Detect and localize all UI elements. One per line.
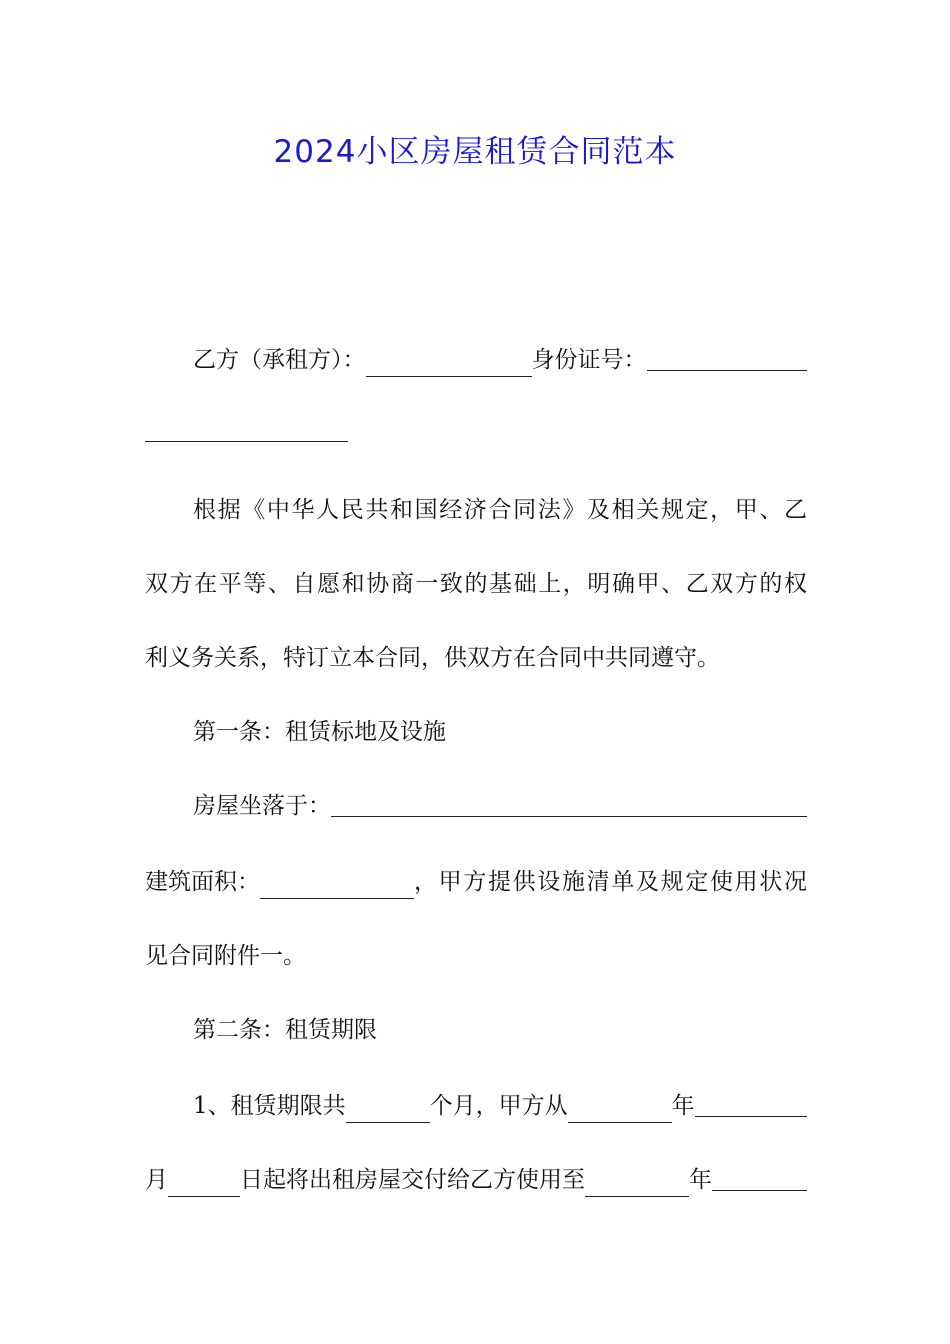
para1-line-1: 根据《中华人民共和国经济合同法》及相关规定，甲、乙 bbox=[193, 497, 807, 523]
area-line bbox=[145, 865, 807, 899]
id-blank[interactable] bbox=[647, 346, 808, 371]
area-suffix: ，甲方提供设施清单及规定使用状况 bbox=[414, 869, 807, 895]
location-line bbox=[145, 789, 807, 823]
start-day-blank[interactable] bbox=[168, 1172, 240, 1197]
term-prefix: 1、租赁期限共 bbox=[193, 1093, 346, 1119]
area-blank[interactable] bbox=[260, 874, 414, 899]
article2-title: 第二条：租赁期限 bbox=[193, 1017, 377, 1043]
end-month-blank[interactable] bbox=[712, 1166, 807, 1191]
article1-title: 第一条：租赁标地及设施 bbox=[193, 719, 446, 745]
term-months-label: 个月，甲方从 bbox=[429, 1093, 568, 1119]
id-label: 身份证号： bbox=[531, 347, 647, 373]
start-year-label: 年 bbox=[671, 1093, 695, 1119]
id-blank-continued[interactable] bbox=[145, 441, 348, 442]
party-b-line bbox=[145, 343, 807, 377]
start-year-blank[interactable] bbox=[568, 1098, 672, 1123]
term-day-text: 日起将出租房屋交付给乙方使用至 bbox=[240, 1167, 585, 1193]
party-b-label: 乙方（承租方）： bbox=[193, 347, 366, 373]
term-line-1 bbox=[145, 1089, 807, 1123]
para1-line-2: 双方在平等、自愿和协商一致的基础上，明确甲、乙双方的权 bbox=[145, 571, 807, 597]
page-title: 2024小区房屋租赁合同范本 bbox=[273, 134, 677, 170]
start-month-label: 月 bbox=[145, 1167, 168, 1193]
location-label: 房屋坐落于： bbox=[193, 793, 331, 819]
area-line-2: 见合同附件一。 bbox=[145, 943, 306, 969]
end-year-label: 年 bbox=[689, 1167, 712, 1193]
para1-line-3: 利义务关系，特订立本合同，供双方在合同中共同遵守。 bbox=[145, 645, 720, 671]
end-year-blank[interactable] bbox=[585, 1172, 689, 1197]
months-blank[interactable] bbox=[346, 1098, 430, 1123]
party-b-blank[interactable] bbox=[366, 352, 532, 377]
location-blank[interactable] bbox=[331, 792, 807, 817]
area-label: 建筑面积： bbox=[145, 869, 260, 895]
start-month-blank[interactable] bbox=[695, 1092, 807, 1117]
term-line-2 bbox=[145, 1163, 807, 1197]
